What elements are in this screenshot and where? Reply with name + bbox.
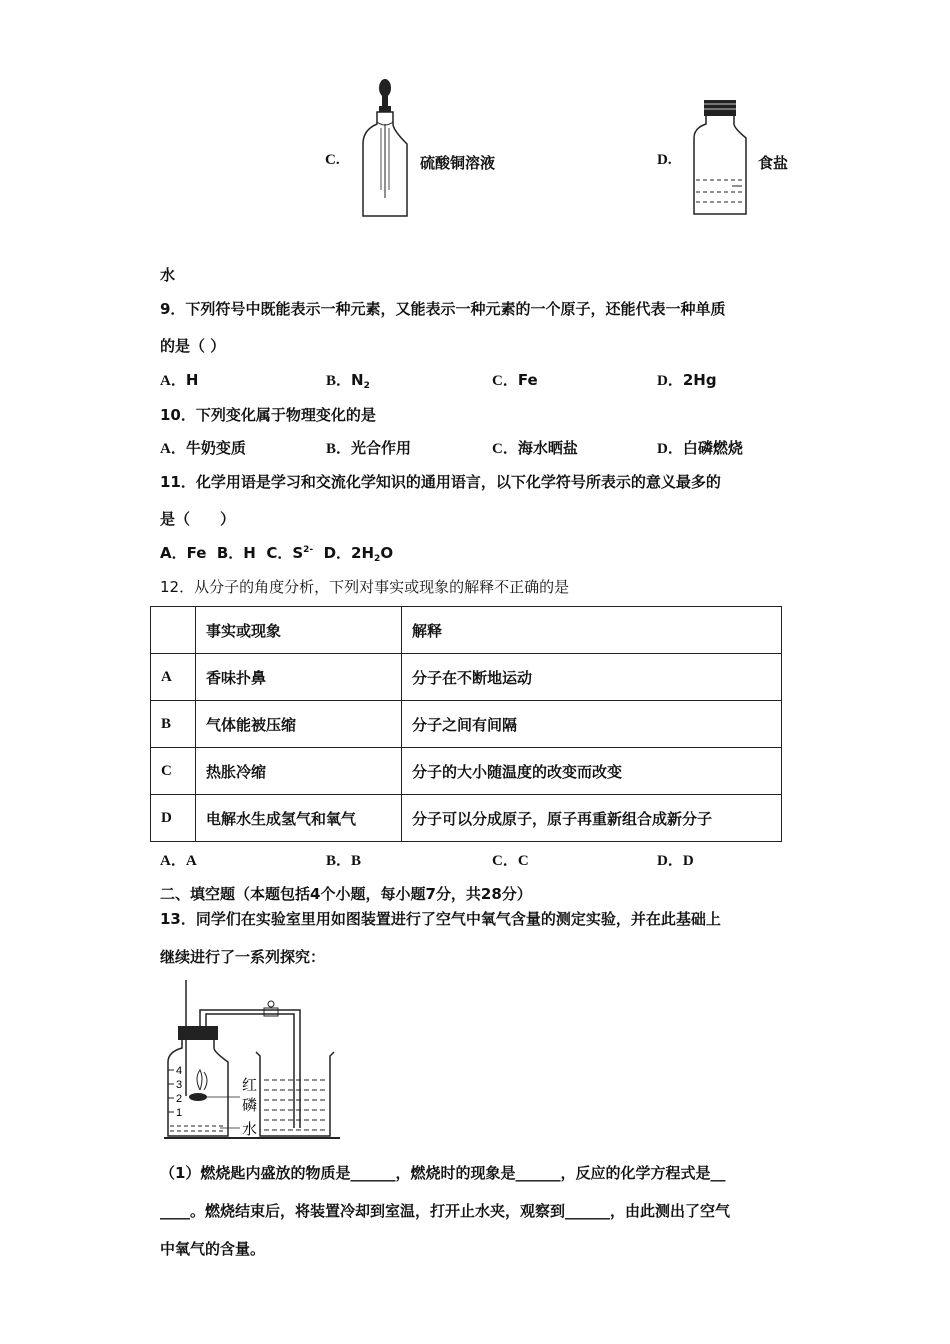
q8-option-c-letter: C. <box>325 152 340 168</box>
q8-option-d-letter: D. <box>657 152 672 168</box>
q11-option-a: A．Fe <box>160 544 207 562</box>
table-cell: 分子在不断地运动 <box>402 654 782 701</box>
table-cell: C <box>151 748 196 795</box>
q10-option-d: D．白磷燃烧 <box>657 439 743 457</box>
table-cell: A <box>151 654 196 701</box>
q12-facts-table <box>150 606 782 842</box>
table-row <box>151 701 782 748</box>
q11-options <box>160 542 393 564</box>
table-cell: D <box>151 795 196 842</box>
label-phosphorus: 磷 <box>242 1096 258 1114</box>
label-water: 水 <box>242 1120 258 1138</box>
table-cell: 香味扑鼻 <box>196 654 402 701</box>
table-header-row <box>151 607 782 654</box>
table-cell: 分子可以分成原子，原子再重新组合成新分子 <box>402 795 782 842</box>
table-cell: 气体能被压缩 <box>196 701 402 748</box>
table-row <box>151 795 782 842</box>
q13-part1-line3: 中氧气的含量。 <box>160 1240 266 1258</box>
q12-option-d: D．D <box>657 853 694 869</box>
q8-option-d-text: 食盐 <box>758 154 789 172</box>
q9-option-d: D．2Hg <box>657 371 717 389</box>
q13-stem-line1: 13．同学们在实验室里用如图装置进行了空气中氧气含量的测定实验，并在此基础上 <box>160 910 721 928</box>
table-header-fact: 事实或现象 <box>196 607 402 654</box>
q10-option-a: A．牛奶变质 <box>160 439 246 457</box>
q13-part1-line1: （1）燃烧匙内盛放的物质是______，燃烧时的现象是______，反应的化学方程式是__ <box>160 1164 726 1182</box>
q11-option-c: C．$S^{2-}$ <box>266 544 314 562</box>
q12-option-c: C．C <box>492 853 529 869</box>
q9-stem-line1: 9．下列符号中既能表示一种元素，又能表示一种元素的一个原子，还能代表一种单质 <box>160 300 726 318</box>
table-row <box>151 654 782 701</box>
q9-option-b: B．$N_2$ <box>326 371 370 391</box>
q11-stem-line1: 11．化学用语是学习和交流化学知识的通用语言，以下化学符号所表示的意义最多的 <box>160 473 721 491</box>
q10-stem: 10．下列变化属于物理变化的是 <box>160 406 376 424</box>
table-cell <box>151 607 196 654</box>
q13-part1-line2: ____。燃烧结束后，将装置冷却到室温，打开止水夹，观察到______，由此测出了空气 <box>160 1202 731 1220</box>
q8-option-d-text-cont: 水 <box>160 266 176 284</box>
q9-option-c: C．Fe <box>492 371 538 389</box>
table-cell: B <box>151 701 196 748</box>
table-row <box>151 748 782 795</box>
wide-mouth-bottle-figure <box>690 96 750 218</box>
scale-mark-1: 1 <box>176 1107 183 1119</box>
q12-option-b: B．B <box>326 853 362 869</box>
oxygen-apparatus-figure <box>160 978 345 1144</box>
q12-option-a: A．A <box>160 853 197 869</box>
q9-stem-line2: 的是（ ） <box>160 337 226 355</box>
table-header-explanation: 解释 <box>402 607 782 654</box>
scale-mark-4: 4 <box>176 1065 183 1077</box>
q8-option-c-text: 硫酸铜溶液 <box>420 154 496 172</box>
table-cell: 热胀冷缩 <box>196 748 402 795</box>
q12-stem: 12．从分子的角度分析，下列对事实或现象的解释不正确的是 <box>160 578 570 596</box>
label-red: 红 <box>242 1076 258 1094</box>
table-cell: 分子的大小随温度的改变而改变 <box>402 748 782 795</box>
section-2-title: 二、填空题（本题包括4个小题，每小题7分，共28分） <box>160 885 532 903</box>
scale-mark-3: 3 <box>176 1079 183 1091</box>
q10-option-b: B．光合作用 <box>326 439 412 457</box>
dropper-bottle-figure <box>355 78 415 220</box>
q13-stem-line2: 继续进行了一系列探究： <box>160 948 326 966</box>
q11-option-b: B．H <box>216 544 256 562</box>
table-cell: 分子之间有间隔 <box>402 701 782 748</box>
q11-option-d: D．$2H_2O$ <box>323 544 394 564</box>
q11-stem-line2: 是（ ） <box>160 510 236 528</box>
q9-option-a: A．H <box>160 371 199 389</box>
scale-mark-2: 2 <box>176 1093 183 1105</box>
q10-option-c: C．海水晒盐 <box>492 439 578 457</box>
table-cell: 电解水生成氢气和氧气 <box>196 795 402 842</box>
